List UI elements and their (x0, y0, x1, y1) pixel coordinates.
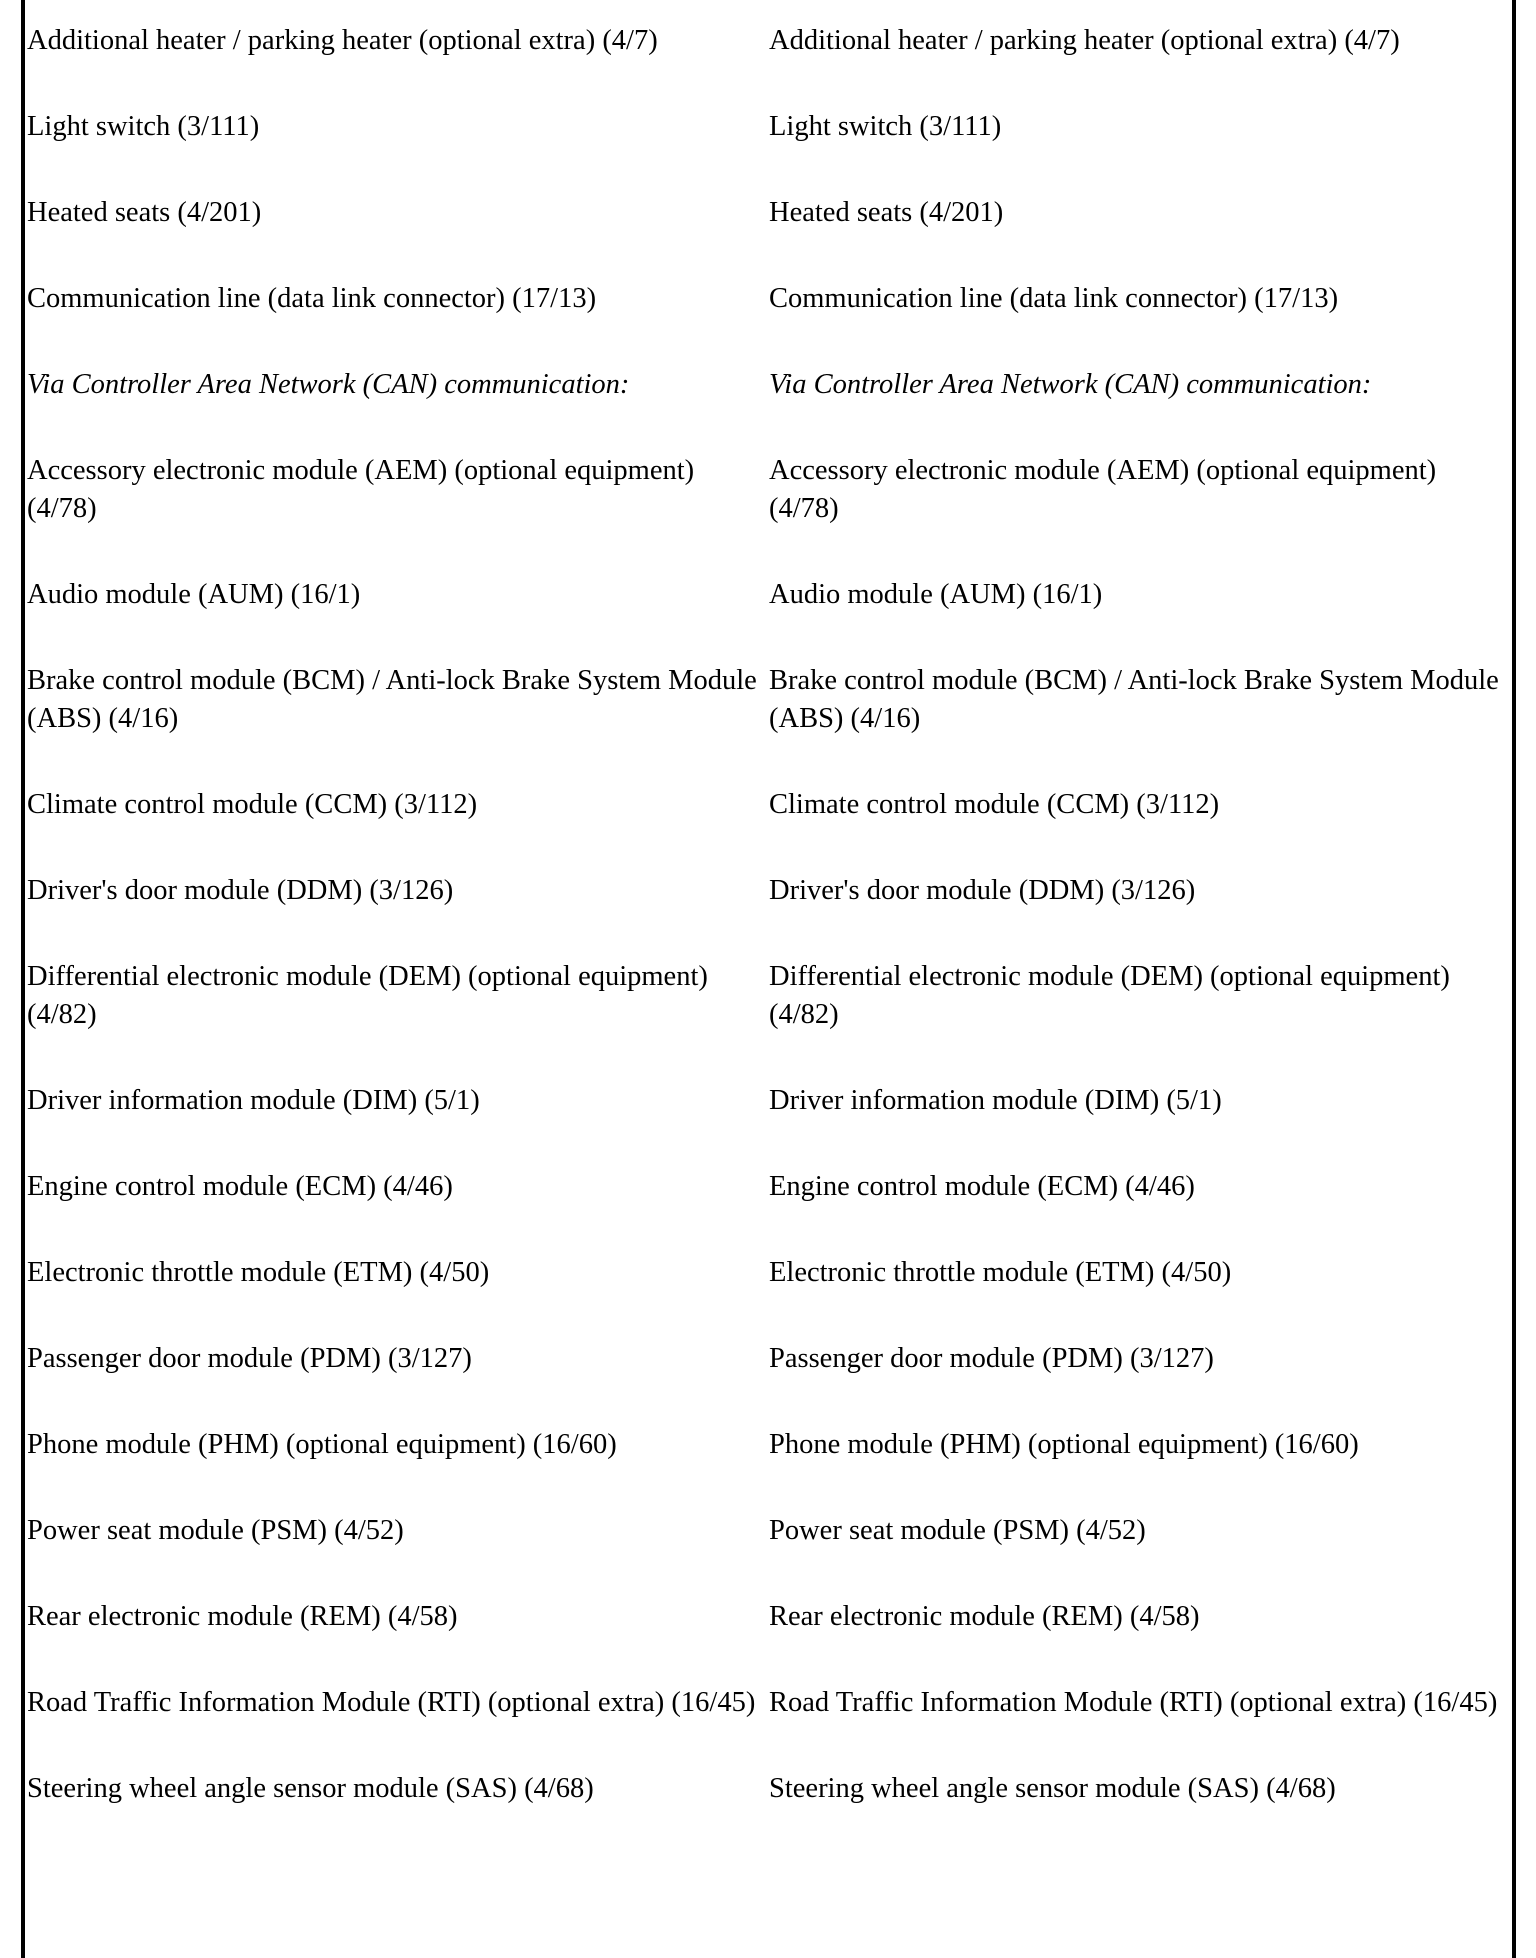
table-row (27, 22, 1509, 60)
table-row-heading (27, 366, 1509, 404)
left-cell: Heated seats (4/201) (27, 197, 262, 228)
right-cell: Engine control module (ECM) (4/46) (769, 1171, 1195, 1202)
table-row (27, 1254, 1509, 1292)
left-cell: Differential electronic module (DEM) (optional equipment) (4/82) (27, 961, 708, 1030)
left-cell: Driver's door module (DDM) (3/126) (27, 875, 454, 906)
right-cell: Light switch (3/111) (769, 111, 1002, 142)
right-cell: Accessory electronic module (AEM) (optional equipment) (4/78) (769, 455, 1437, 524)
left-cell: Passenger door module (PDM) (3/127) (27, 1343, 472, 1374)
right-cell: Differential electronic module (DEM) (optional equipment) (4/82) (769, 961, 1450, 1030)
left-cell: Steering wheel angle sensor module (SAS) (4/68) (27, 1773, 594, 1804)
table-row (27, 1426, 1509, 1464)
left-border-line (21, 0, 25, 1958)
right-cell: Phone module (PHM) (optional equipment) (16/60) (769, 1429, 1359, 1460)
table-row (27, 452, 1509, 528)
left-cell: Phone module (PHM) (optional equipment) (16/60) (27, 1429, 617, 1460)
right-cell: Audio module (AUM) (16/1) (769, 579, 1103, 610)
left-cell: Audio module (AUM) (16/1) (27, 579, 361, 610)
left-cell: Light switch (3/111) (27, 111, 260, 142)
right-cell: Rear electronic module (REM) (4/58) (769, 1601, 1200, 1632)
table-row (27, 1684, 1509, 1722)
right-cell: Steering wheel angle sensor module (SAS) (4/68) (769, 1773, 1336, 1804)
table-row (27, 1168, 1509, 1206)
left-cell: Rear electronic module (REM) (4/58) (27, 1601, 458, 1632)
right-cell: Heated seats (4/201) (769, 197, 1004, 228)
table-row (27, 1512, 1509, 1550)
right-cell: Power seat module (PSM) (4/52) (769, 1515, 1146, 1546)
right-border-line (1512, 0, 1516, 1958)
right-cell: Passenger door module (PDM) (3/127) (769, 1343, 1214, 1374)
left-cell: Communication line (data link connector) (17/13) (27, 283, 597, 314)
table-row (27, 1340, 1509, 1378)
left-cell: Driver information module (DIM) (5/1) (27, 1085, 480, 1116)
left-cell: Climate control module (CCM) (3/112) (27, 789, 478, 820)
left-cell: Road Traffic Information Module (RTI) (optional extra) (16/45) (27, 1687, 756, 1718)
table-row (27, 958, 1509, 1034)
two-column-table (27, 22, 1509, 1856)
table-row (27, 1598, 1509, 1636)
left-cell: Engine control module (ECM) (4/46) (27, 1171, 453, 1202)
left-cell: Brake control module (BCM) / Anti-lock Brake System Module (ABS) (4/16) (27, 665, 757, 734)
right-cell: Electronic throttle module (ETM) (4/50) (769, 1257, 1232, 1288)
left-cell: Power seat module (PSM) (4/52) (27, 1515, 404, 1546)
left-cell: Additional heater / parking heater (optional extra) (4/7) (27, 25, 658, 56)
right-cell: Additional heater / parking heater (optional extra) (4/7) (769, 25, 1400, 56)
left-cell: Electronic throttle module (ETM) (4/50) (27, 1257, 490, 1288)
right-cell: Driver's door module (DDM) (3/126) (769, 875, 1196, 906)
right-cell-heading: Via Controller Area Network (CAN) communication: (769, 369, 1372, 400)
right-cell: Communication line (data link connector) (17/13) (769, 283, 1339, 314)
table-row (27, 108, 1509, 146)
right-cell: Climate control module (CCM) (3/112) (769, 789, 1220, 820)
table-row (27, 786, 1509, 824)
table-row (27, 1082, 1509, 1120)
table-row (27, 662, 1509, 738)
left-cell-heading: Via Controller Area Network (CAN) communication: (27, 369, 630, 400)
table-row (27, 1770, 1509, 1808)
table-row (27, 872, 1509, 910)
right-cell: Driver information module (DIM) (5/1) (769, 1085, 1222, 1116)
left-cell: Accessory electronic module (AEM) (optional equipment) (4/78) (27, 455, 695, 524)
right-cell: Brake control module (BCM) / Anti-lock Brake System Module (ABS) (4/16) (769, 665, 1499, 734)
table-row (27, 576, 1509, 614)
table-row (27, 194, 1509, 232)
table-row (27, 280, 1509, 318)
right-cell: Road Traffic Information Module (RTI) (optional extra) (16/45) (769, 1687, 1498, 1718)
